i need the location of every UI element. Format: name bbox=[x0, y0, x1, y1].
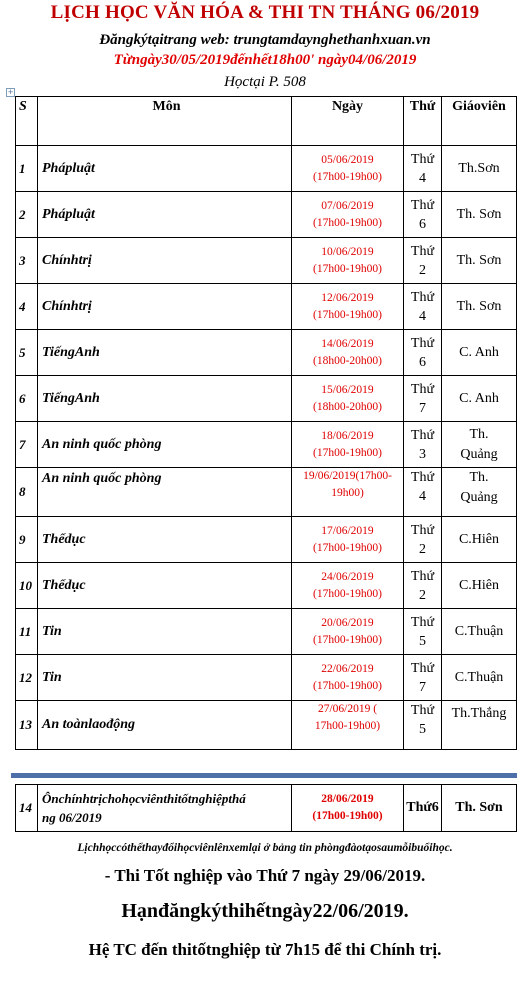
row-subject: Tin bbox=[38, 609, 292, 655]
row-number: 8 bbox=[16, 468, 38, 517]
row-subject: Chínhtrị bbox=[38, 238, 292, 284]
row-day bbox=[404, 284, 442, 330]
row-teacher: C.Hiên bbox=[442, 563, 517, 609]
exam-time: (17h00-19h00) bbox=[312, 810, 383, 822]
row-date bbox=[292, 330, 404, 376]
row-teacher: Th. Sơn bbox=[442, 284, 517, 330]
row-number: 13 bbox=[16, 701, 38, 750]
header-subject: Môn bbox=[38, 97, 292, 146]
row-time-value: (17h00-19h00) bbox=[313, 446, 382, 459]
row-date-value: 12/06/2019 bbox=[321, 291, 374, 304]
registration-period-line: Từngày30/05/2019đếnhết18h00' ngày04/06/2019 bbox=[113, 52, 417, 68]
row-teacher: C. Anh bbox=[442, 376, 517, 422]
row-date-value: 05/06/2019 bbox=[321, 153, 374, 166]
row-date-value: 19/06/2019(17h00- bbox=[303, 470, 392, 482]
schedule-change-note: Lịchhọccóthểthayđổihọcviênlênxemlại ở bảng tin phòngđàotạosaumỗibuổihọc. bbox=[77, 842, 453, 854]
exam-review-row bbox=[16, 785, 517, 832]
table-row bbox=[16, 609, 517, 655]
row-subject: TiếngAnh bbox=[38, 330, 292, 376]
row-teacher: C.Thuận bbox=[442, 609, 517, 655]
separator-bar bbox=[11, 773, 517, 778]
row-day bbox=[404, 192, 442, 238]
table-row bbox=[16, 655, 517, 701]
row-teacher-line2: Quảng bbox=[460, 446, 498, 462]
row-date-value: 24/06/2019 bbox=[321, 570, 374, 583]
exam-subject-line1: Ônchínhtrịchohọcviênthitốtnghiệpthá bbox=[42, 791, 246, 806]
table-row bbox=[16, 238, 517, 284]
row-subject: TiếngAnh bbox=[38, 376, 292, 422]
row-date-value: 07/06/2019 bbox=[321, 199, 374, 212]
row-date-value: 20/06/2019 bbox=[321, 616, 374, 629]
row-teacher bbox=[442, 422, 517, 468]
header-teacher: Giáoviên bbox=[442, 97, 517, 146]
row-time-value: (17h00-19h00) bbox=[313, 633, 382, 646]
row-time-value: (17h00-19h00) bbox=[313, 216, 382, 229]
row-day-number: 2 bbox=[419, 262, 426, 278]
row-number: 11 bbox=[16, 609, 38, 655]
row-date-value: 17/06/2019 bbox=[321, 524, 374, 537]
table-row bbox=[16, 422, 517, 468]
row-day bbox=[404, 655, 442, 701]
row-date-value: 15/06/2019 bbox=[321, 383, 374, 396]
row-number: 5 bbox=[16, 330, 38, 376]
table-row bbox=[16, 146, 517, 192]
exam-row-teacher: Th. Sơn bbox=[442, 785, 517, 832]
row-number: 9 bbox=[16, 517, 38, 563]
row-teacher-line2: Quảng bbox=[460, 490, 498, 505]
row-day-word: Thứ bbox=[410, 289, 435, 305]
row-day-number: 7 bbox=[419, 679, 426, 695]
row-day bbox=[404, 701, 442, 750]
row-subject: Tin bbox=[38, 655, 292, 701]
row-subject: An ninh quốc phòng bbox=[38, 422, 292, 468]
row-day-number: 3 bbox=[419, 446, 426, 462]
row-time-value: (18h00-20h00) bbox=[313, 400, 382, 413]
row-subject: Chínhtrị bbox=[38, 284, 292, 330]
exam-row-day: Thứ6 bbox=[404, 785, 442, 832]
table-row bbox=[16, 284, 517, 330]
row-day-number: 2 bbox=[419, 541, 426, 557]
row-day-number: 2 bbox=[419, 587, 426, 603]
exam-date: 28/06/2019 bbox=[321, 793, 374, 805]
register-website-line: Đăngkýtạitrang web: trungtamdaynghethanhxuan.vn bbox=[99, 32, 431, 48]
row-date bbox=[292, 609, 404, 655]
row-day bbox=[404, 376, 442, 422]
row-number: 1 bbox=[16, 146, 38, 192]
row-teacher: C.Thuận bbox=[442, 655, 517, 701]
row-date-value: 10/06/2019 bbox=[321, 245, 374, 258]
row-time-value: (17h00-19h00) bbox=[313, 170, 382, 183]
table-move-handle-icon[interactable]: + bbox=[7, 88, 14, 96]
row-date bbox=[292, 146, 404, 192]
row-day-word: Thứ bbox=[410, 614, 435, 630]
header-number: S bbox=[16, 97, 38, 146]
row-day-number: 5 bbox=[419, 633, 426, 649]
row-day-word: Thứ bbox=[410, 243, 435, 259]
row-day-word: Thứ bbox=[410, 151, 435, 167]
row-day-word: Thứ bbox=[410, 381, 435, 397]
table-row bbox=[16, 517, 517, 563]
row-time-value: (17h00-19h00) bbox=[313, 679, 382, 692]
page-title: LỊCH HỌC VĂN HÓA & THI TN THÁNG 06/2019 bbox=[50, 2, 480, 23]
row-teacher: Th.Thắng bbox=[442, 701, 517, 750]
row-day bbox=[404, 238, 442, 284]
exam-review-table bbox=[15, 784, 517, 832]
schedule-table bbox=[15, 96, 517, 750]
row-day-word: Thứ bbox=[410, 522, 435, 538]
row-teacher bbox=[442, 468, 517, 517]
row-time-value: (18h00-20h00) bbox=[313, 354, 382, 367]
row-date-value: 14/06/2019 bbox=[321, 337, 374, 350]
row-subject: An ninh quốc phòng bbox=[38, 468, 292, 517]
row-date bbox=[292, 701, 404, 750]
row-date bbox=[292, 238, 404, 284]
row-day-number: 7 bbox=[419, 400, 426, 416]
row-teacher-line1: Th. bbox=[469, 426, 489, 442]
row-teacher: C. Anh bbox=[442, 330, 517, 376]
row-number: 12 bbox=[16, 655, 38, 701]
table-row bbox=[16, 330, 517, 376]
row-date bbox=[292, 192, 404, 238]
row-date bbox=[292, 517, 404, 563]
table-row bbox=[16, 701, 517, 750]
row-number: 3 bbox=[16, 238, 38, 284]
row-teacher: Th. Sơn bbox=[442, 238, 517, 284]
row-teacher-line1: Th. bbox=[469, 470, 489, 485]
row-day-word: Thứ bbox=[410, 470, 435, 485]
row-day-word: Thứ bbox=[410, 427, 435, 443]
row-subject: Phápluật bbox=[38, 146, 292, 192]
row-teacher: Th.Sơn bbox=[442, 146, 517, 192]
row-date bbox=[292, 422, 404, 468]
row-date-value: 18/06/2019 bbox=[321, 429, 374, 442]
table-header-row bbox=[16, 97, 517, 146]
exam-row-number: 14 bbox=[16, 785, 38, 832]
registration-deadline-line: Hạnđăngkýthihếtngày22/06/2019. bbox=[121, 900, 409, 922]
exam-subject-line2: ng 06/2019 bbox=[42, 810, 102, 825]
row-time-value: (17h00-19h00) bbox=[313, 262, 382, 275]
row-day bbox=[404, 146, 442, 192]
row-subject: Thểdục bbox=[38, 517, 292, 563]
row-time-value: 19h00) bbox=[331, 487, 364, 499]
row-day bbox=[404, 468, 442, 517]
row-day bbox=[404, 517, 442, 563]
row-subject: Thểdục bbox=[38, 563, 292, 609]
row-date bbox=[292, 655, 404, 701]
row-day-word: Thứ bbox=[410, 568, 435, 584]
row-subject: An toànlaođộng bbox=[38, 701, 292, 750]
row-date-value: 27/06/2019 ( bbox=[317, 703, 378, 715]
row-day-number: 4 bbox=[419, 170, 426, 186]
row-day-number: 6 bbox=[419, 354, 426, 370]
row-day bbox=[404, 330, 442, 376]
exam-date-line: - Thi Tốt nghiệp vào Thứ 7 ngày 29/06/2019. bbox=[104, 866, 426, 885]
row-day-word: Thứ bbox=[410, 197, 435, 213]
row-day-number: 6 bbox=[419, 216, 426, 232]
row-number: 2 bbox=[16, 192, 38, 238]
row-time-value: 17h00-19h00) bbox=[314, 720, 381, 732]
header-date: Ngày bbox=[292, 97, 404, 146]
row-number: 4 bbox=[16, 284, 38, 330]
table-row bbox=[16, 192, 517, 238]
row-day bbox=[404, 563, 442, 609]
row-date-value: 22/06/2019 bbox=[321, 662, 374, 675]
arrival-time-line: Hệ TC đến thitốtnghiệp từ 7h15 để thi Chính trị. bbox=[88, 940, 442, 959]
row-date bbox=[292, 563, 404, 609]
room-line: Họctại P. 508 bbox=[224, 74, 306, 90]
row-number: 7 bbox=[16, 422, 38, 468]
header-day: Thứ bbox=[404, 97, 442, 146]
table-row bbox=[16, 468, 517, 517]
row-teacher: C.Hiên bbox=[442, 517, 517, 563]
row-day-word: Thứ bbox=[410, 660, 435, 676]
row-day-word: Thứ bbox=[410, 703, 435, 718]
row-date bbox=[292, 284, 404, 330]
exam-row-date bbox=[292, 785, 404, 832]
row-number: 10 bbox=[16, 563, 38, 609]
row-teacher: Th. Sơn bbox=[442, 192, 517, 238]
row-day bbox=[404, 422, 442, 468]
row-day-word: Thứ bbox=[410, 335, 435, 351]
row-time-value: (17h00-19h00) bbox=[313, 308, 382, 321]
row-number: 6 bbox=[16, 376, 38, 422]
row-day-number: 5 bbox=[419, 722, 426, 737]
row-day-number: 4 bbox=[419, 308, 426, 324]
row-subject: Phápluật bbox=[38, 192, 292, 238]
row-time-value: (17h00-19h00) bbox=[313, 541, 382, 554]
table-row bbox=[16, 376, 517, 422]
row-date bbox=[292, 468, 404, 517]
exam-row-subject bbox=[38, 785, 292, 832]
row-date bbox=[292, 376, 404, 422]
table-row bbox=[16, 563, 517, 609]
row-day-number: 4 bbox=[419, 489, 426, 504]
row-time-value: (17h00-19h00) bbox=[313, 587, 382, 600]
row-day bbox=[404, 609, 442, 655]
